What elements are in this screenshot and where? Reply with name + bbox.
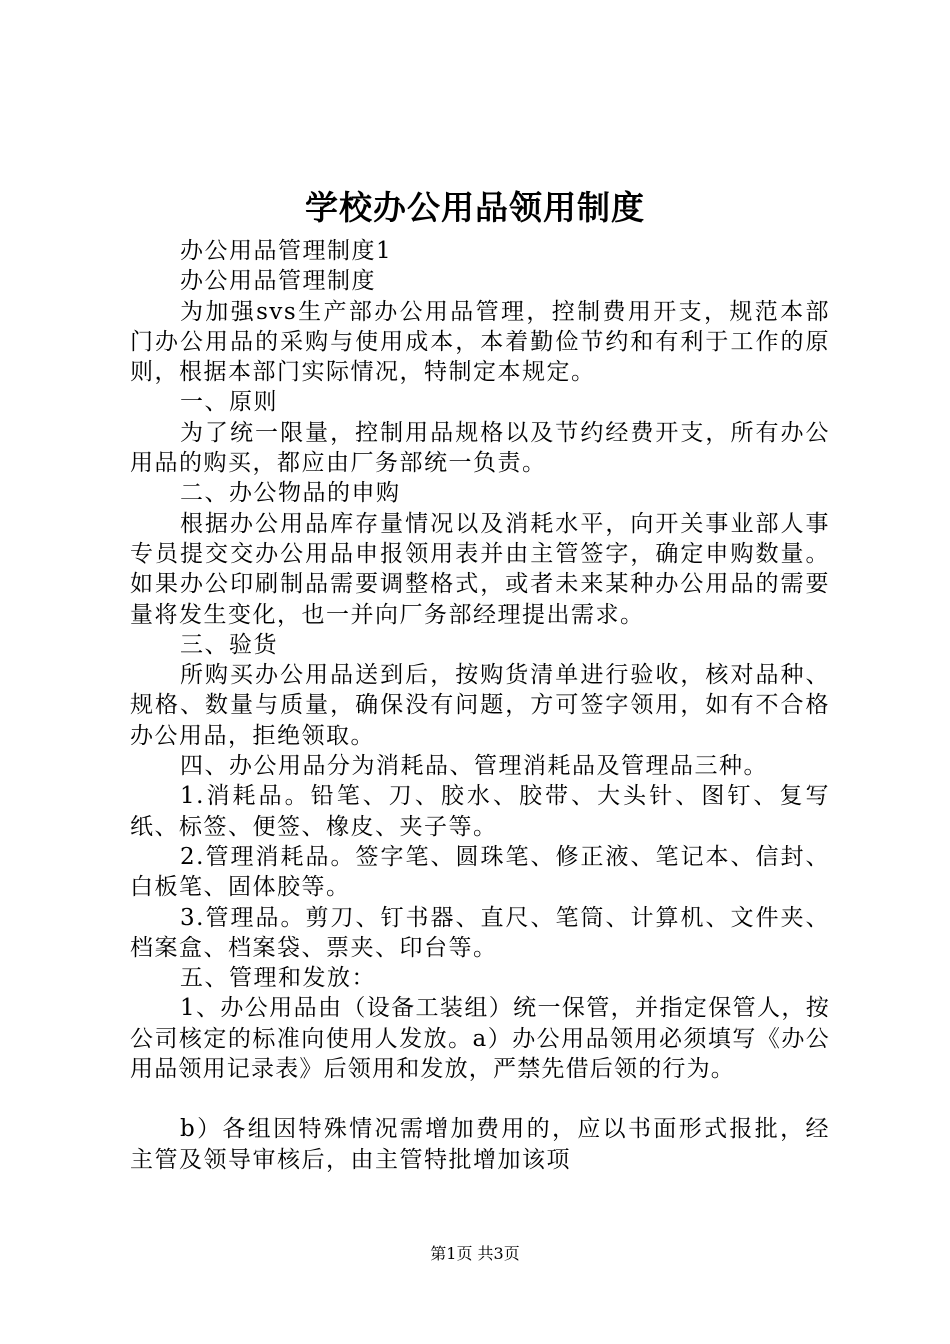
document-body bbox=[130, 236, 830, 1175]
section-heading-4: 四、办公用品分为消耗品、管理消耗品及管理品三种。 bbox=[180, 753, 768, 780]
paragraph-gap bbox=[130, 1084, 830, 1114]
paragraph-4: 为了统一限量，控制用品规格以及节约经费开支，所有办公用品的购买，都应由厂务部统一负责。 bbox=[130, 419, 830, 477]
paragraph-3: 为加强svs生产部办公用品管理，控制费用开支，规范本部门办公用品的采购与使用成本，本着勤俭节约和有利于工作的原则，根据本部门实际情况，特制定本规定。 bbox=[130, 298, 830, 386]
section-heading-1: 一、原则 bbox=[180, 389, 278, 416]
paragraph-5: 根据办公用品库存量情况以及消耗水平，向开关事业部人事专员提交交办公用品申报领用表并由主管签字，确定申购数量。如果办公印刷制品需要调整格式，或者未来某种办公用品的需要量将发生变化，也一并向厂务部经理提出需求。 bbox=[130, 510, 830, 628]
paragraph-1: 办公用品管理制度1 bbox=[180, 238, 393, 264]
list-item-1: 1.消耗品。铅笔、刀、胶水、胶带、大头针、图钉、复写纸、标签、便签、橡皮、夹子等。 bbox=[130, 783, 830, 840]
list-item-2: 2.管理消耗品。签字笔、圆珠笔、修正液、笔记本、信封、白板笔、固体胶等。 bbox=[130, 843, 830, 901]
paragraph-8: b）各组因特殊情况需增加费用的，应以书面形式报批，经主管及领导审核后，由主管特批增加该项 bbox=[130, 1116, 830, 1173]
page-footer: 第1页 共3页 bbox=[430, 1244, 520, 1263]
section-heading-3: 三、验货 bbox=[180, 631, 278, 658]
list-item-3: 3.管理品。剪刀、钉书器、直尺、笔筒、计算机、文件夹、档案盒、档案袋、票夹、印台等。 bbox=[130, 904, 830, 961]
paragraph-6: 所购买办公用品送到后，按购货清单进行验收，核对品种、规格、数量与质量，确保没有问题，方可签字领用，如有不合格办公用品，拒绝领取。 bbox=[130, 662, 830, 749]
section-heading-5: 五、管理和发放： bbox=[180, 965, 376, 992]
document-title: 学校办公用品领用制度 bbox=[305, 188, 645, 227]
paragraph-7: 1、办公用品由（设备工装组）统一保管，并指定保管人，按公司核定的标准向使用人发放。a）办公用品领用必须填写《办公用品领用记录表》后领用和发放，严禁先借后领的行为。 bbox=[130, 995, 830, 1083]
paragraph-2: 办公用品管理制度 bbox=[180, 268, 376, 295]
section-heading-2: 二、办公物品的申购 bbox=[180, 480, 401, 507]
